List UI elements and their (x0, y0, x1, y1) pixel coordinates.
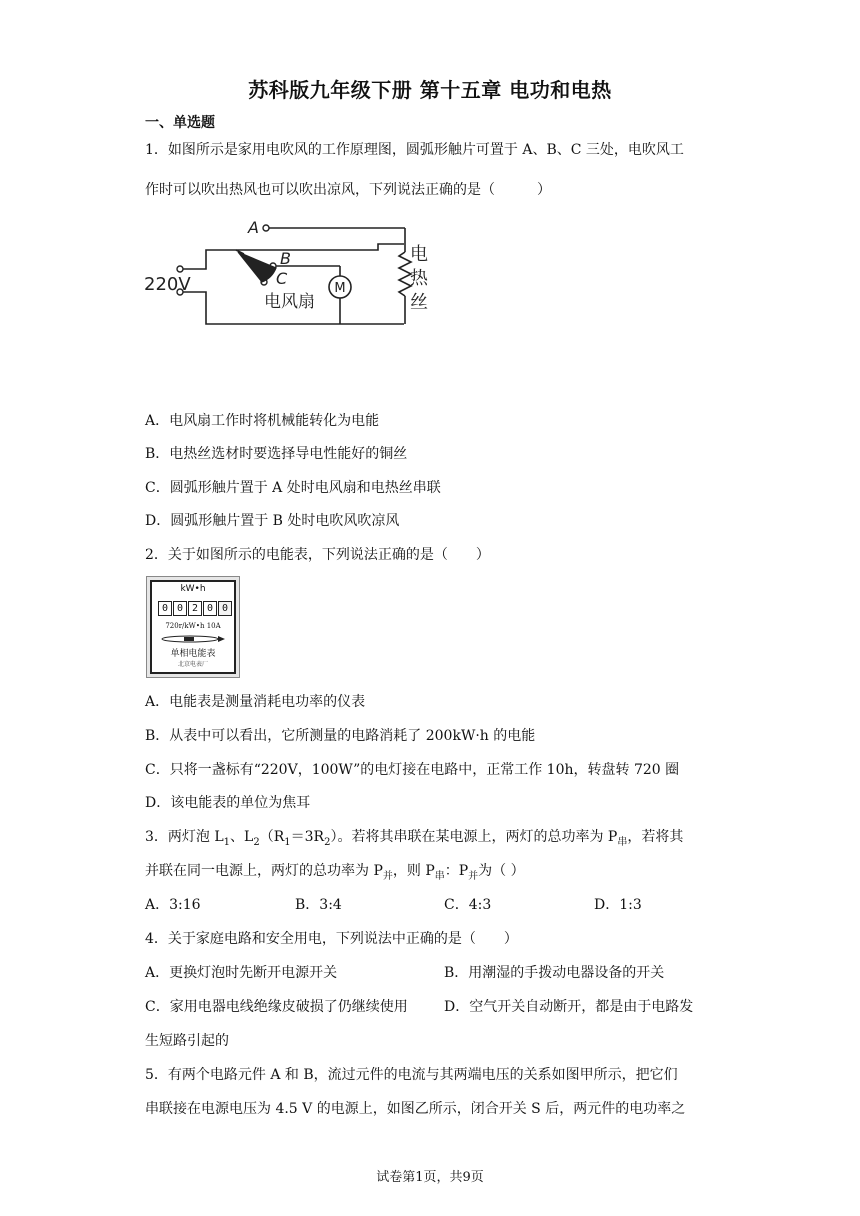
q4-option-b: B．用潮湿的手拨动电器设备的开关 (444, 965, 665, 981)
contact-a-icon (263, 225, 269, 231)
meter-digit-decimal: 0 (218, 601, 232, 616)
page-footer: 试卷第1页，共9页 (376, 1170, 484, 1185)
q5-stem-line2: 串联接在电源电压为 4.5 V 的电源上，如图乙所示，闭合开关 S 后，两元件的电功率之 (145, 1101, 686, 1117)
q2-option-a: A．电能表是测量消耗电功率的仪表 (145, 694, 366, 710)
page-title: 苏科版九年级下册 第十五章 电功和电热 (248, 78, 612, 102)
q1-stem-line2: 作时可以吹出热风也可以吹出凉风，下列说法正确的是（ ） (145, 182, 551, 198)
label-a: A (248, 218, 259, 237)
heater-label-2: 热 (410, 268, 428, 289)
arc-contact-piece-icon (238, 252, 276, 282)
label-b: B (280, 249, 291, 268)
q1-option-b: B．电热丝选材时要选择导电性能好的铜丝 (145, 446, 408, 462)
meter-disc-icon (160, 634, 226, 644)
q4-option-d: D．空气开关自动断开，都是由于电路发 (444, 999, 694, 1015)
meter-digits (158, 601, 232, 616)
motor-label: M (334, 281, 346, 296)
q2-stem: 2．关于如图所示的电能表，下列说法正确的是（ ） (145, 547, 490, 563)
voltage-label: 220V (144, 274, 191, 295)
heater-label-1: 电 (410, 244, 428, 265)
q5-stem-line1: 5．有两个电路元件 A 和 B，流过元件的电流与其两端电压的关系如图甲所示，把它们 (145, 1067, 678, 1083)
meter-name: 单相电能表 (170, 649, 216, 659)
q4-option-d-continued: 生短路引起的 (145, 1033, 229, 1049)
q3-option-a: A．3:16 (145, 897, 201, 913)
fan-label: 电风扇 (264, 292, 315, 312)
section-heading: 一、单选题 (145, 115, 215, 131)
q4-option-c: C．家用电器电线绝缘皮破损了仍继续使用 (145, 999, 408, 1015)
q3-option-d: D．1:3 (594, 897, 642, 913)
heater-label-3: 丝 (410, 292, 428, 313)
meter-digit: 2 (188, 601, 202, 616)
q3-option-b: B．3:4 (295, 897, 342, 913)
meter-maker: 北京电表厂 (177, 661, 208, 668)
hair-dryer-circuit-diagram (140, 212, 440, 342)
q1-option-d: D．圆弧形触片置于 B 处时电吹风吹凉风 (145, 513, 400, 529)
q1-option-a: A．电风扇工作时将机械能转化为电能 (145, 413, 380, 429)
meter-unit: kW•h (180, 584, 206, 594)
meter-digit: 0 (173, 601, 187, 616)
q2-option-d: D．该电能表的单位为焦耳 (145, 795, 311, 811)
electric-meter-figure (146, 576, 240, 678)
q3-stem-line2: 并联在同一电源上，两灯的总功率为 $P_并$，则 $P_串$：$P_并$为（ ） (145, 863, 525, 882)
q2-option-b: B．从表中可以看出，它所测量的电路消耗了 200kW·h 的电能 (145, 728, 536, 744)
label-c: C (276, 269, 288, 288)
q4-stem: 4．关于家庭电路和安全用电，下列说法中正确的是（ ） (145, 931, 518, 947)
meter-digit: 0 (158, 601, 172, 616)
q1-stem-line1: 1．如图所示是家用电吹风的工作原理图，圆弧形触片可置于 A、B、C 三处，电吹风工 (145, 142, 684, 158)
q4-option-a: A．更换灯泡时先断开电源开关 (145, 965, 338, 981)
q2-option-c: C．只将一盏标有“220V，100W”的电灯接在电路中，正常工作 10h，转盘转 720 圈 (145, 762, 680, 778)
q1-option-c: C．圆弧形触片置于 A 处时电风扇和电热丝串联 (145, 480, 441, 496)
terminal-top-icon (177, 266, 183, 272)
meter-digit: 0 (203, 601, 217, 616)
q3-option-c: C．4:3 (444, 897, 492, 913)
q3-stem-line1: 3．两灯泡 $L_1$、$L_2(R_1=3R_2)$。若将其串联在某电源上，两灯的总功率为 $P_串$，若将其 (145, 829, 684, 848)
meter-spec: 720r/kW•h 10A (165, 622, 221, 630)
